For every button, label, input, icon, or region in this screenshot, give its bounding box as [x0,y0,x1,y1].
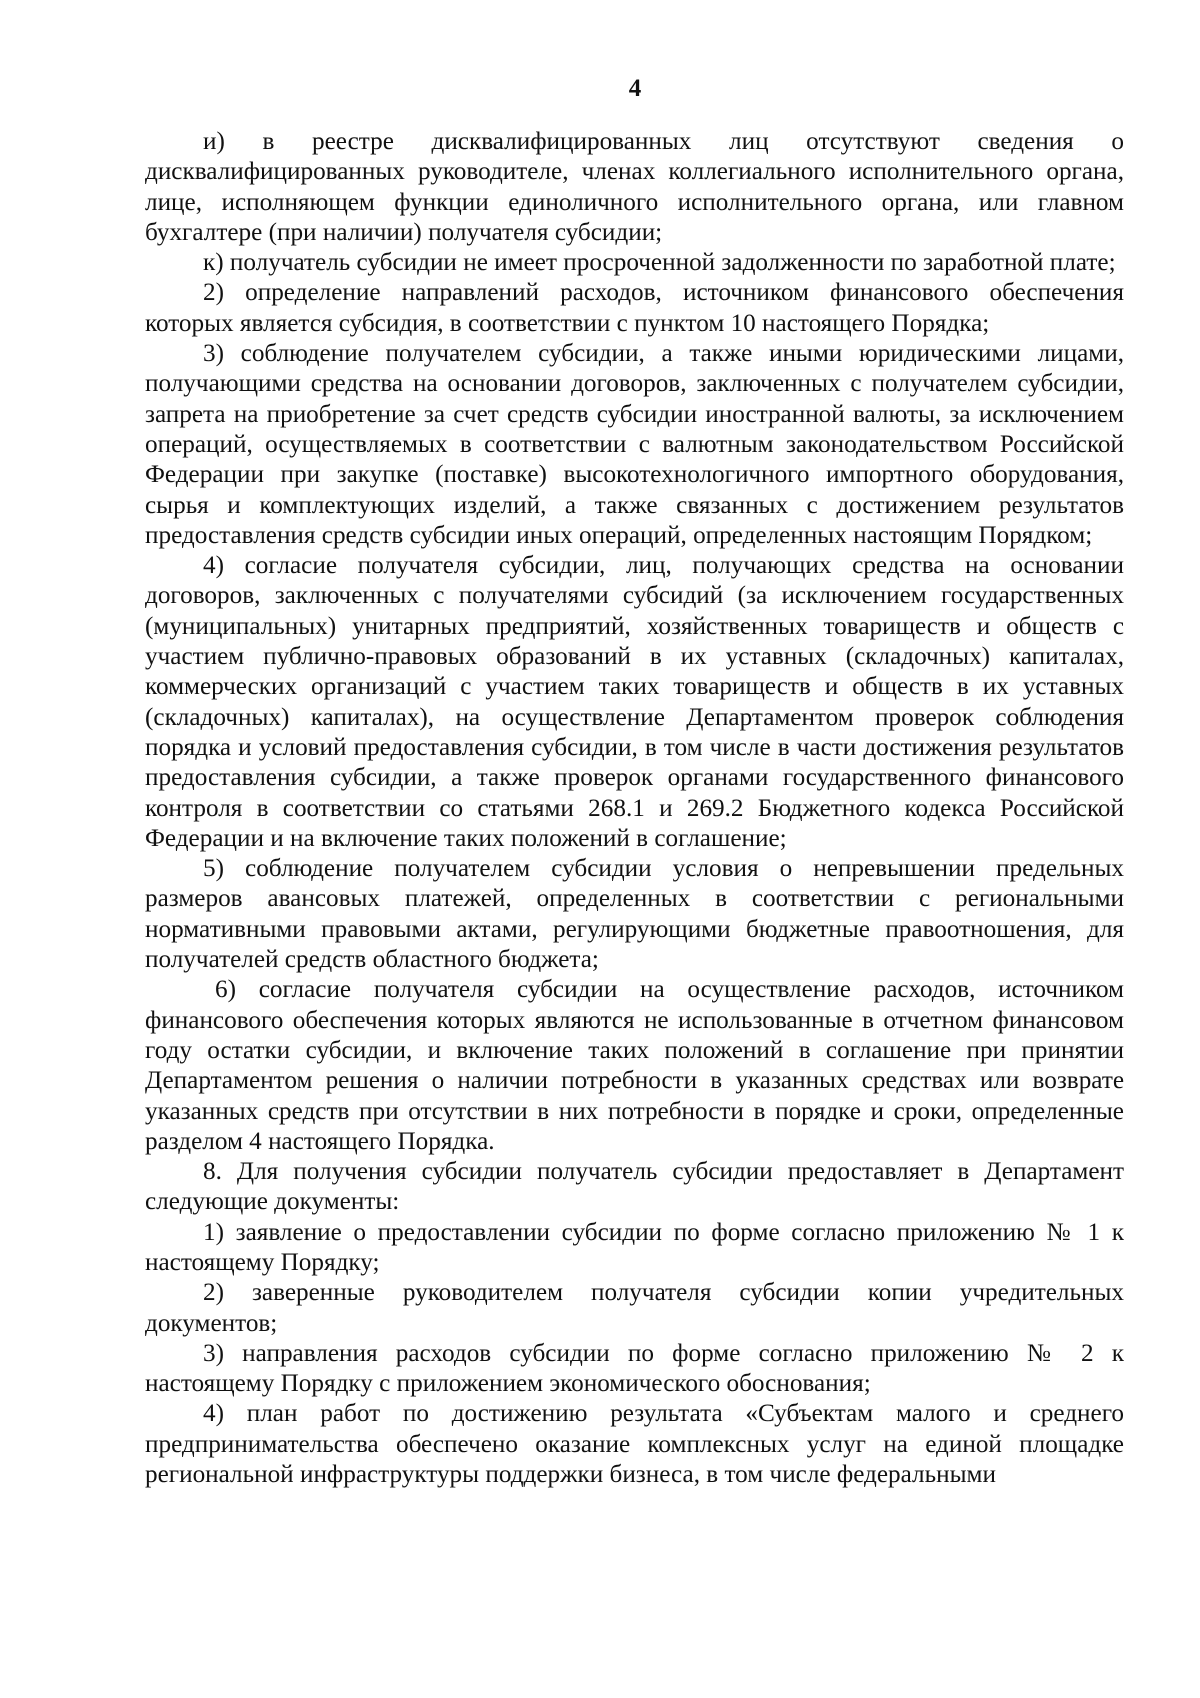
paragraph-8-1: 1) заявление о предоставлении субсидии по форме согласно приложению № 1 к настоящему Порядку; [145,1218,1124,1276]
paragraph-i: и) в реестре дисквалифицированных лиц отсутствуют сведения о дисквалифицированных руководителе, членах коллегиального исполнительного органа, лице, исполняющем функции единоличного исполнительного органа, или главном бухгалтере (при наличии) получателя субсидии; [145,128,1124,246]
document-body [145,127,1124,1490]
paragraph-3: 3) соблюдение получателем субсидии, а также иными юридическими лицами, получающими средства на основании договоров, заключенных с получателем субсидии, запрета на приобретение за счет средств субсидии иностранной валюты, за исключением операций, осуществляемых в соответствии с валютным законодательством Российской Федерации при закупке (поставке) высокотехнологичного импортного оборудования, сырья и комплектующих изделий, а также связанных с достижением результатов предоставления средств субсидии иных операций, определенных настоящим Порядком; [145,340,1124,549]
paragraph-8-4: 4) план работ по достижению результата «Субъектам малого и среднего предпринимательства обеспечено оказание комплексных услуг на единой площадке региональной инфраструктуры поддержки бизнеса, в том числе федеральными [145,1400,1124,1489]
paragraph-6: 6) согласие получателя субсидии на осуществление расходов, источником финансового обеспечения которых являются не использованные в отчетном финансовом году остатки субсидии, и включение таких положений в соглашение при принятии Департаментом решения о наличии потребности в указанных средствах или возврате указанных средств при отсутствии в них потребности в порядке и сроки, определенные разделом 4 настоящего Порядка. [145,976,1124,1155]
page-number: 4 [628,75,642,102]
paragraph-k: к) получатель субсидии не имеет просроченной задолженности по заработной плате; [203,249,1116,277]
paragraph-5: 5) соблюдение получателем субсидии условия о непревышении предельных размеров авансовых платежей, определенных в соответствии с региональными нормативными правовыми актами, регулирующими бюджетные правоотношения, для получателей средств областного бюджета; [145,855,1124,974]
paragraph-section-8: 8. Для получения субсидии получатель субсидии предоставляет в Департамент следующие документы: [145,1158,1124,1216]
paragraph-8-3: 3) направления расходов субсидии по форме согласно приложению № 2 к настоящему Порядку с приложением экономического обоснования; [145,1339,1124,1398]
paragraph-8-2: 2) заверенные руководителем получателя субсидии копии учредительных документов; [145,1279,1124,1337]
paragraph-2: 2) определение направлений расходов, источником финансового обеспечения которых является субсидия, в соответствии с пунктом 10 настоящего Порядка; [145,279,1124,337]
paragraph-4: 4) согласие получателя субсидии, лиц, получающих средства на основании договоров, заключенных с получателями субсидий (за исключением государственных (муниципальных) унитарных предприятий, хозяйственных товариществ и обществ с участием публично-правовых образований в их уставных (складочных) капиталах, коммерческих организаций с участием таких товариществ и обществ в их уставных (складочных) капиталах), на осуществление Департаментом проверок соблюдения порядка и условий предоставления субсидии, в том числе в части достижения результатов предоставления субсидии, а также проверок органами государственного финансового контроля в соответствии со статьями 268.1 и 269.2 Бюджетного кодекса Российской Федерации и на включение таких положений в соглашение; [145,552,1124,852]
